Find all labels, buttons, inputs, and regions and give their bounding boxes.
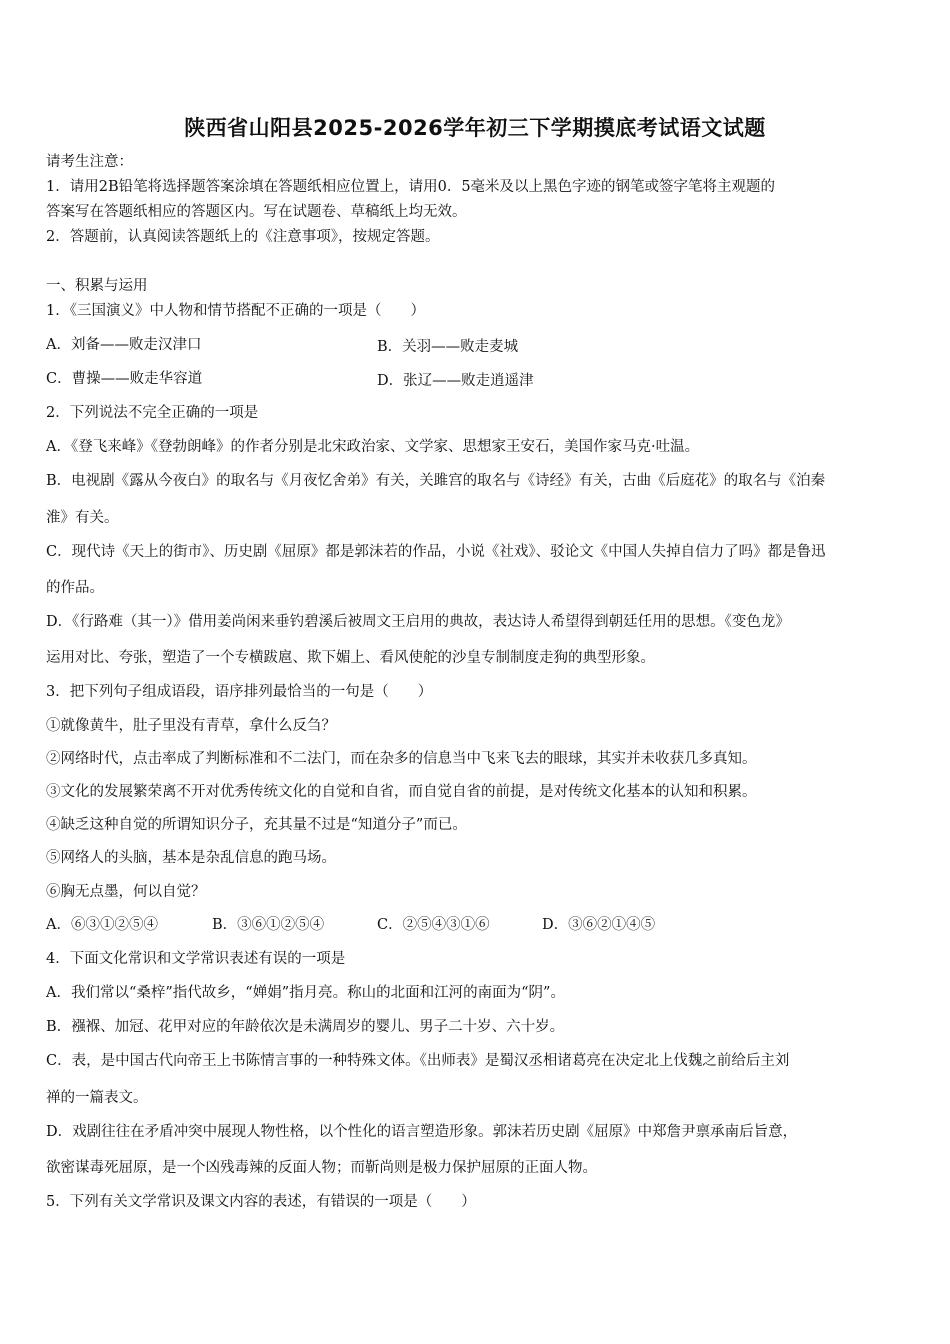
question-3-sentence-4: ④缺乏这种自觉的所谓知识分子，充其量不过是“知道分子”而已。: [46, 817, 467, 833]
question-3-option-d: D．③⑥②①④⑤: [542, 917, 656, 933]
question-4-option-d-line-1: D．戏剧往往在矛盾冲突中展现人物性格，以个性化的语言塑造形象。郭沫若历史剧《屈原》中郑詹尹禀承南后旨意，: [46, 1124, 798, 1140]
question-4-stem: 4．下面文化常识和文学常识表述有误的一项是: [46, 951, 346, 967]
question-4-option-d-line-2: 欲密谋毒死屈原，是一个凶残毒辣的反面人物；而靳尚则是极力保护屈原的正面人物。: [46, 1160, 597, 1176]
question-2-option-c-line-1: C．现代诗《天上的街市》、历史剧《屈原》都是郭沫若的作品，小说《社戏》、驳论文《中国人失掉自信力了吗》都是鲁迅: [46, 544, 826, 560]
question-2-option-b-line-1: B．电视剧《露从今夜白》的取名与《月夜忆舍弟》有关，关雎宫的取名与《诗经》有关，古曲《后庭花》的取名与《泊秦: [46, 473, 826, 489]
question-3-option-b: B．③⑥①②⑤④: [212, 917, 325, 933]
notice-item-1-line-1: 1．请用2B铅笔将选择题答案涂填在答题纸相应位置上，请用0．5毫米及以上黑色字迹的钢笔或签字笔将主观题的: [46, 179, 776, 195]
question-2-option-b-line-2: 淮》有关。: [46, 510, 119, 526]
section-heading: 一、积累与运用: [46, 278, 148, 294]
question-3-sentence-3: ③文化的发展繁荣离不开对优秀传统文化的自觉和自省，而自觉自省的前提，是对传统文化基本的认知和积累。: [46, 784, 757, 800]
notice-item-1-line-2: 答案写在答题纸相应的答题区内。写在试题卷、草稿纸上均无效。: [46, 204, 467, 220]
question-2-option-a: A．《登飞来峰》《登勃朗峰》的作者分别是北宋政治家、文学家、思想家王安石，美国作家马克·吐温。: [46, 439, 700, 455]
question-1-option-b: B．关羽——败走麦城: [377, 339, 519, 355]
question-2-option-d-line-1: D．《行路难（其一）》借用姜尚闲来垂钓碧溪后被周文王启用的典故，表达诗人希望得到朝廷任用的思想。《变色龙》: [46, 614, 790, 630]
question-4-option-c-line-1: C．表，是中国古代向帝王上书陈情言事的一种特殊文体。《出师表》是蜀汉丞相诸葛亮在决定北上伐魏之前给后主刘: [46, 1053, 790, 1069]
notice-heading: 请考生注意：: [46, 154, 133, 170]
question-3-sentence-6: ⑥胸无点墨，何以自觉？: [46, 884, 206, 900]
question-2-option-c-line-2: 的作品。: [46, 580, 104, 596]
page-title: 陕西省山阳县2025-2026学年初三下学期摸底考试语文试题: [184, 116, 766, 140]
question-4-option-c-line-2: 禅的一篇表文。: [46, 1090, 148, 1106]
question-1-option-a: A．刘备——败走汉津口: [46, 337, 202, 353]
question-3-option-a: A．⑥③①②⑤④: [46, 917, 158, 933]
question-4-option-a: A．我们常以“桑梓”指代故乡，“婵娟”指月亮。称山的北面和江河的南面为“阴”。: [46, 985, 565, 1001]
question-1-option-c: C．曹操——败走华容道: [46, 371, 203, 387]
question-2-stem: 2．下列说法不完全正确的一项是: [46, 405, 259, 421]
question-3-option-c: C．②⑤④③①⑥: [377, 917, 490, 933]
question-3-sentence-2: ②网络时代，点击率成了判断标准和不二法门，而在杂多的信息当中飞来飞去的眼球，其实并未收获几多真知。: [46, 751, 757, 767]
question-3-sentence-5: ⑤网络人的头脑，基本是杂乱信息的跑马场。: [46, 850, 336, 866]
question-2-option-d-line-2: 运用对比、夸张，塑造了一个专横跋扈、欺下媚上、看风使舵的沙皇专制制度走狗的典型形象。: [46, 650, 655, 666]
question-1-option-d: D．张辽——败走逍遥津: [377, 373, 534, 389]
question-1-stem: 1．《三国演义》中人物和情节搭配不正确的一项是（ ）: [46, 303, 425, 319]
question-3-stem: 3．把下列句子组成语段，语序排列最恰当的一句是（ ）: [46, 684, 433, 700]
question-5-stem: 5．下列有关文学常识及课文内容的表述，有错误的一项是（ ）: [46, 1194, 476, 1210]
question-4-option-b: B．襁褓、加冠、花甲对应的年龄依次是未满周岁的婴儿、男子二十岁、六十岁。: [46, 1019, 565, 1035]
question-3-sentence-1: ①就像黄牛，肚子里没有青草，拿什么反刍？: [46, 718, 336, 734]
notice-item-2: 2．答题前，认真阅读答题纸上的《注意事项》，按规定答题。: [46, 229, 440, 245]
